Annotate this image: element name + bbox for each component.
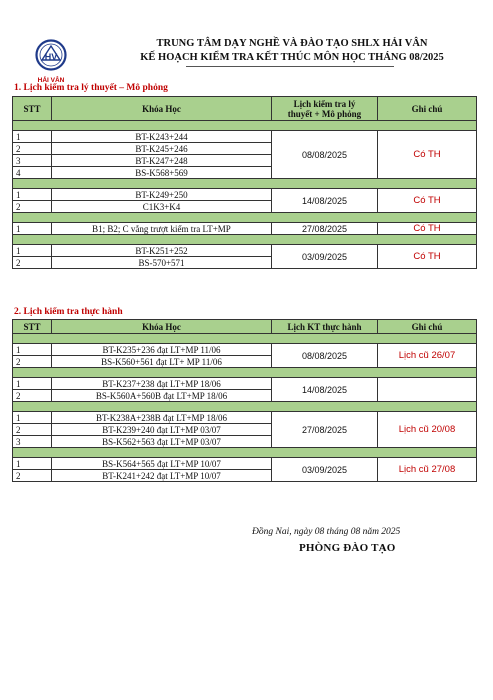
note-cell — [378, 378, 477, 402]
group-separator — [13, 334, 477, 344]
column-header-stt: STT — [13, 320, 52, 334]
stt-cell: 1 — [13, 131, 52, 143]
table-header-row — [13, 97, 477, 121]
theory-schedule-table — [12, 96, 477, 269]
stt-cell: 1 — [13, 378, 52, 390]
title-underline — [186, 66, 394, 67]
column-header-course: Khóa Học — [52, 320, 272, 334]
column-header-course: Khóa Học — [52, 97, 272, 121]
logo-mark: HV — [44, 52, 58, 62]
stt-cell: 2 — [13, 390, 52, 402]
note-cell: Có TH — [378, 189, 477, 213]
section2-heading: 2. Lịch kiểm tra thực hành — [14, 307, 123, 317]
table-row — [13, 223, 477, 235]
table-row — [13, 378, 477, 390]
column-header-schedule — [272, 97, 378, 121]
schedule-date-cell: 14/08/2025 — [272, 378, 378, 402]
organization-name: TRUNG TÂM DẠY NGHỀ VÀ ĐÀO TẠO SHLX HẢI VÂN — [156, 38, 428, 49]
course-cell: B1; B2; C vắng trượt kiểm tra LT+MP — [52, 223, 272, 235]
group-separator — [13, 402, 477, 412]
signing-department: PHÒNG ĐÀO TẠO — [299, 542, 396, 554]
course-cell: BS-K568+569 — [52, 167, 272, 179]
column-header-stt: STT — [13, 97, 52, 121]
course-cell: BS-K564+565 đạt LT+MP 10/07 — [52, 458, 272, 470]
group-separator — [13, 448, 477, 458]
stt-cell: 2 — [13, 356, 52, 368]
organization-logo — [34, 38, 68, 88]
note-cell: Có TH — [378, 131, 477, 179]
column-header-schedule-line2: thuyết + Mô phỏng — [287, 108, 362, 119]
course-cell: BS-K562+563 đạt LT+MP 03/07 — [52, 436, 272, 448]
course-cell: BT-K243+244 — [52, 131, 272, 143]
stt-cell: 4 — [13, 167, 52, 179]
stt-cell: 2 — [13, 143, 52, 155]
group-separator — [13, 235, 477, 245]
stt-cell: 2 — [13, 424, 52, 436]
stt-cell: 2 — [13, 257, 52, 269]
table-row — [13, 131, 477, 143]
practical-schedule-table — [12, 319, 477, 482]
stt-cell: 1 — [13, 189, 52, 201]
table-row — [13, 458, 477, 470]
course-cell: BT-K239+240 đạt LT+MP 03/07 — [52, 424, 272, 436]
course-cell: BS-K560+561 đạt LT+ MP 11/06 — [52, 356, 272, 368]
column-header-schedule: Lịch KT thực hành — [272, 320, 378, 334]
course-cell: BS-570+571 — [52, 257, 272, 269]
table-row — [13, 344, 477, 356]
course-cell: BT-K235+236 đạt LT+MP 11/06 — [52, 344, 272, 356]
logo-emblem-icon — [34, 38, 68, 88]
column-header-note: Ghi chú — [378, 320, 477, 334]
note-cell: Lịch cũ 27/08 — [378, 458, 477, 482]
stt-cell: 3 — [13, 436, 52, 448]
document-header — [132, 37, 452, 65]
column-header-schedule-line1: Lịch kiểm tra lý — [293, 98, 356, 109]
course-cell: BT-K247+248 — [52, 155, 272, 167]
course-cell: BT-K251+252 — [52, 245, 272, 257]
stt-cell: 1 — [13, 458, 52, 470]
course-cell: C1K3+K4 — [52, 201, 272, 213]
table-header-row — [13, 320, 477, 334]
note-cell: Có TH — [378, 223, 477, 235]
schedule-date-cell: 08/08/2025 — [272, 344, 378, 368]
stt-cell: 2 — [13, 470, 52, 482]
course-cell: BT-K237+238 đạt LT+MP 18/06 — [52, 378, 272, 390]
group-separator — [13, 179, 477, 189]
note-cell: Lịch cũ 26/07 — [378, 344, 477, 368]
course-cell: BT-K249+250 — [52, 189, 272, 201]
table-row — [13, 189, 477, 201]
stt-cell: 1 — [13, 245, 52, 257]
course-cell: BT-K238A+238B đạt LT+MP 18/06 — [52, 412, 272, 424]
course-cell: BT-K241+242 đạt LT+MP 10/07 — [52, 470, 272, 482]
table-row — [13, 412, 477, 424]
schedule-date-cell: 27/08/2025 — [272, 223, 378, 235]
section1-heading: 1. Lịch kiểm tra lý thuyết – Mô phỏng — [14, 83, 168, 93]
schedule-date-cell: 03/09/2025 — [272, 458, 378, 482]
logo-text: HẢI VÂN — [37, 77, 65, 84]
schedule-date-cell: 14/08/2025 — [272, 189, 378, 213]
group-separator — [13, 121, 477, 131]
stt-cell: 3 — [13, 155, 52, 167]
table-row — [13, 245, 477, 257]
course-cell: BT-K245+246 — [52, 143, 272, 155]
schedule-date-cell: 27/08/2025 — [272, 412, 378, 448]
group-separator — [13, 368, 477, 378]
stt-cell: 1 — [13, 344, 52, 356]
course-cell: BS-K560A+560B đạt LT+MP 18/06 — [52, 390, 272, 402]
note-cell: Có TH — [378, 245, 477, 269]
stt-cell: 1 — [13, 412, 52, 424]
stt-cell: 1 — [13, 223, 52, 235]
document-title: KẾ HOẠCH KIỂM TRA KẾT THÚC MÔN HỌC THÁNG 08/2025 — [140, 52, 444, 63]
stt-cell: 2 — [13, 201, 52, 213]
group-separator — [13, 213, 477, 223]
column-header-note: Ghi chú — [378, 97, 477, 121]
schedule-date-cell: 08/08/2025 — [272, 131, 378, 179]
signature-place-date: Đồng Nai, ngày 08 tháng 08 năm 2025 — [252, 527, 401, 537]
note-cell: Lịch cũ 20/08 — [378, 412, 477, 448]
schedule-date-cell: 03/09/2025 — [272, 245, 378, 269]
